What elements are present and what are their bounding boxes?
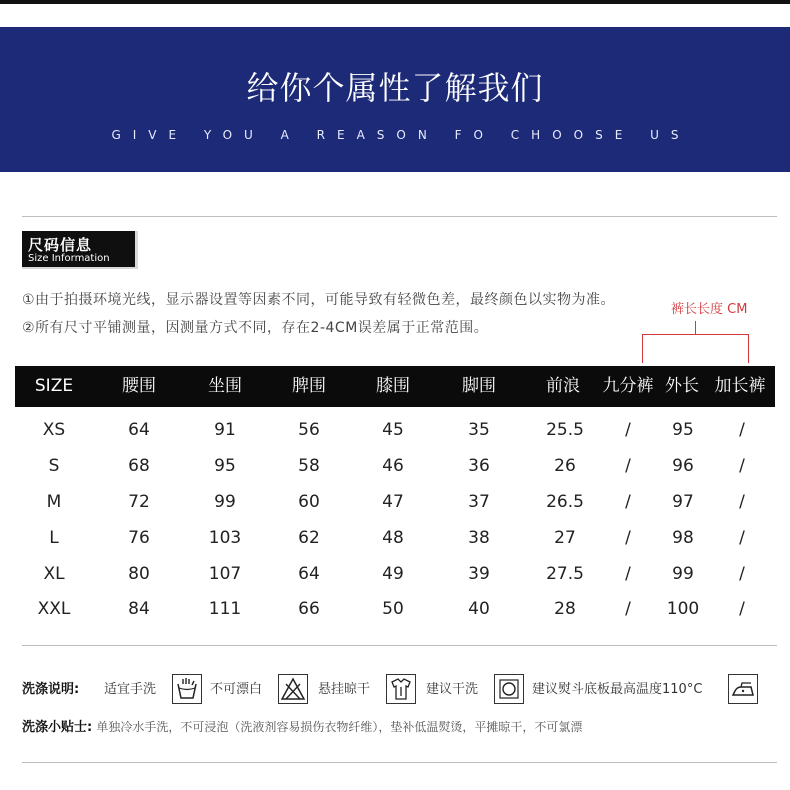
cell-cropped-pants: / <box>625 420 631 440</box>
pants-length-label: 裤长长度 CM <box>671 302 748 317</box>
banner-subtitle: GIVE YOU A REASON FO CHOOSE US <box>111 128 691 142</box>
table-row <box>15 412 775 448</box>
cell-size: L <box>49 528 59 548</box>
cell-long-pants: / <box>739 420 745 440</box>
cell-outer-length: 96 <box>672 456 694 476</box>
cell-waist: 68 <box>128 456 150 476</box>
pants-length-bracket <box>642 334 749 363</box>
cell-leg-opening: 36 <box>468 456 490 476</box>
iron-label: 建议熨斗底板最高温度110°C <box>532 682 703 697</box>
cell-leg-opening: 39 <box>468 564 490 584</box>
cell-waist: 64 <box>128 420 150 440</box>
cell-knee: 49 <box>382 564 404 584</box>
cell-hip: 91 <box>214 420 236 440</box>
cell-leg-opening: 40 <box>468 599 490 619</box>
cell-waist: 80 <box>128 564 150 584</box>
header-size: SIZE <box>34 376 74 396</box>
no-bleach-icon <box>278 674 308 704</box>
table-row <box>15 556 775 592</box>
table-row <box>15 448 775 484</box>
no-bleach-label: 不可漂白 <box>210 682 263 697</box>
washing-tips <box>22 716 582 738</box>
header-cropped-pants: 九分裤 <box>602 376 654 396</box>
washing-tips-text: 单独冷水手洗，不可浸泡（洗液剂容易损伤衣物纤维），垫补低温熨烫，平摊晾干，不可氯漂 <box>96 720 583 734</box>
cell-outer-length: 100 <box>666 599 700 619</box>
cell-hip: 107 <box>208 564 242 584</box>
table-row <box>15 520 775 556</box>
size-table-header <box>15 366 775 407</box>
divider-bottom <box>22 762 777 763</box>
cell-knee: 48 <box>382 528 404 548</box>
cell-thigh: 64 <box>298 564 320 584</box>
cell-long-pants: / <box>739 599 745 619</box>
cell-size: S <box>48 456 60 476</box>
cell-front-rise: 25.5 <box>546 420 584 440</box>
cell-long-pants: / <box>739 528 745 548</box>
header-banner <box>0 27 790 172</box>
banner-title: 给你个属性了解我们 <box>246 69 544 107</box>
divider-top <box>22 216 777 217</box>
cell-front-rise: 26.5 <box>546 492 584 512</box>
cell-hip: 111 <box>208 599 242 619</box>
cell-knee: 50 <box>382 599 404 619</box>
cell-front-rise: 27.5 <box>546 564 584 584</box>
cell-knee: 46 <box>382 456 404 476</box>
washing-title: 洗涤说明: <box>22 682 80 697</box>
dry-clean-icon <box>494 674 524 704</box>
cell-outer-length: 99 <box>672 564 694 584</box>
header-thigh: 脾围 <box>292 376 326 396</box>
cell-front-rise: 26 <box>554 456 576 476</box>
cell-outer-length: 98 <box>672 528 694 548</box>
cell-long-pants: / <box>739 456 745 476</box>
cell-hip: 99 <box>214 492 236 512</box>
hand-wash-icon <box>172 674 202 704</box>
iron-icon <box>728 674 758 704</box>
dry-clean-label: 建议干洗 <box>426 682 479 697</box>
table-row <box>15 484 775 520</box>
hang-dry-icon <box>386 674 416 704</box>
cell-waist: 76 <box>128 528 150 548</box>
header-leg-opening: 脚围 <box>462 376 496 396</box>
header-outer-length: 外长 <box>665 376 699 396</box>
cell-thigh: 66 <box>298 599 320 619</box>
cell-cropped-pants: / <box>625 492 631 512</box>
hand-wash-label: 适宜手洗 <box>104 682 157 697</box>
cell-hip: 103 <box>208 528 242 548</box>
cell-thigh: 62 <box>298 528 320 548</box>
cell-leg-opening: 38 <box>468 528 490 548</box>
top-border <box>0 0 790 4</box>
size-info-title: 尺码信息 <box>28 236 93 254</box>
cell-knee: 47 <box>382 492 404 512</box>
cell-cropped-pants: / <box>625 599 631 619</box>
cell-cropped-pants: / <box>625 528 631 548</box>
cell-leg-opening: 35 <box>468 420 490 440</box>
washing-instructions <box>22 672 782 708</box>
hang-dry-label: 悬挂晾干 <box>318 682 371 697</box>
table-row <box>15 591 775 627</box>
header-knee: 膝围 <box>376 376 410 396</box>
cell-size: XS <box>42 420 66 440</box>
washing-tips-title: 洗涤小贴士: <box>22 720 93 735</box>
size-info-badge <box>22 231 138 269</box>
cell-size: M <box>46 492 62 512</box>
note-color-difference: ①由于拍摄环境光线，显示器设置等因素不同，可能导致有轻微色差，最终颜色以实物为准。 <box>22 292 616 308</box>
cell-waist: 72 <box>128 492 150 512</box>
header-front-rise: 前浪 <box>546 376 580 396</box>
cell-thigh: 60 <box>298 492 320 512</box>
cell-cropped-pants: / <box>625 564 631 584</box>
cell-thigh: 58 <box>298 456 320 476</box>
header-waist: 腰围 <box>122 376 156 396</box>
divider-middle <box>22 645 777 646</box>
cell-long-pants: / <box>739 564 745 584</box>
cell-front-rise: 28 <box>554 599 576 619</box>
cell-size: XL <box>43 564 65 584</box>
header-long-pants: 加长裤 <box>714 376 766 396</box>
cell-waist: 84 <box>128 599 150 619</box>
cell-front-rise: 27 <box>554 528 576 548</box>
note-measurement-error: ②所有尺寸平铺测量，因测量方式不同，存在2-4CM误差属于正常范围。 <box>22 320 489 336</box>
cell-long-pants: / <box>739 492 745 512</box>
size-info-subtitle: Size Information <box>28 253 110 264</box>
cell-outer-length: 97 <box>672 492 694 512</box>
cell-size: XXL <box>37 599 71 619</box>
cell-outer-length: 95 <box>672 420 694 440</box>
cell-thigh: 56 <box>298 420 320 440</box>
cell-leg-opening: 37 <box>468 492 490 512</box>
cell-knee: 45 <box>382 420 404 440</box>
cell-cropped-pants: / <box>625 456 631 476</box>
header-hip: 坐围 <box>208 376 242 396</box>
cell-hip: 95 <box>214 456 236 476</box>
